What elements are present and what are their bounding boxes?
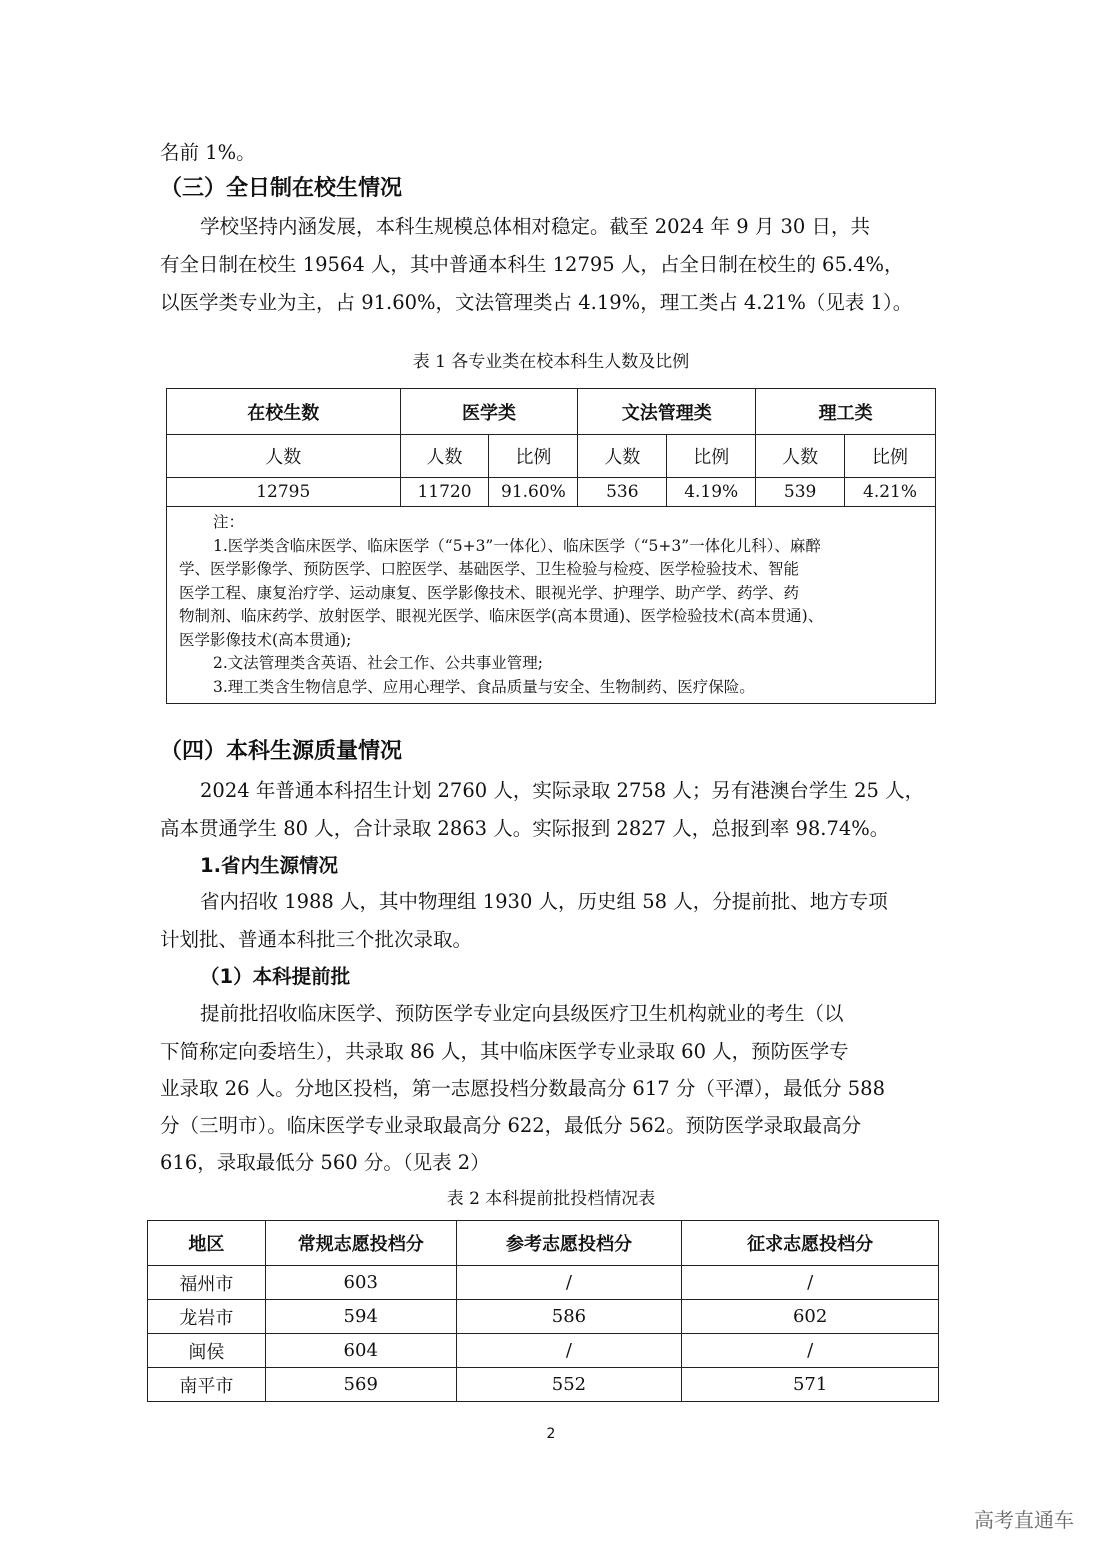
section3-line: 有全日制在校生 19564 人，其中普通本科生 12795 人，占全日制在校生的 65.4%， [160, 253, 904, 276]
section4-heading: （四）本科生源质量情况 [160, 739, 403, 764]
table1-cell: 12795 [167, 478, 401, 507]
table2-cell: / [456, 1334, 682, 1368]
table1-note-line: 注： [213, 513, 245, 531]
table1-subheader: 比例 [489, 435, 578, 478]
table1-header-row [167, 389, 936, 435]
table2-cell: 603 [265, 1266, 456, 1300]
section3-line: 学校坚持内涵发展，本科生规模总体相对稳定。截至 2024 年 9 月 30 日，共 [200, 215, 871, 238]
table2-cell: 552 [456, 1368, 682, 1402]
table2-cell: 569 [265, 1368, 456, 1402]
sub2-line: 下简称定向委培生），共录取 86 人，其中临床医学专业录取 60 人，预防医学专 [160, 1040, 849, 1063]
table2-cell: 604 [265, 1334, 456, 1368]
sub2-line: 616，录取最低分 560 分。（见表 2） [160, 1151, 490, 1174]
table2-cell: 586 [456, 1300, 682, 1334]
table1-cell: 11720 [400, 478, 489, 507]
table1-header: 文法管理类 [578, 389, 756, 435]
table1-subheader: 人数 [167, 435, 401, 478]
table2-caption: 表 2 本科提前批投档情况表 [446, 1189, 656, 1209]
table1-cell: 4.21% [845, 478, 936, 507]
table1-note-line: 学、医学影像学、预防医学、口腔医学、基础医学、卫生检验与检疫、医学检验技术、智能 [179, 560, 800, 578]
section3-heading: （三）全日制在校生情况 [160, 176, 403, 201]
table2-header: 征求志愿投档分 [682, 1221, 939, 1266]
sub2-heading: （1）本科提前批 [200, 965, 351, 988]
table-row [148, 1334, 939, 1368]
intro-tail: 名前 1%。 [160, 141, 256, 164]
table-row [148, 1266, 939, 1300]
table1-subheader: 人数 [578, 435, 667, 478]
table1-header: 理工类 [756, 389, 936, 435]
sub2-line: 业录取 26 人。分地区投档，第一志愿投档分数最高分 617 分（平潭），最低分 588 [160, 1077, 885, 1100]
table1-caption: 表 1 各专业类在校本科生人数及比例 [412, 352, 690, 372]
sub2-line: 分（三明市）。临床医学专业录取最高分 622，最低分 562。预防医学录取最高分 [160, 1114, 862, 1137]
sub1-line: 计划批、普通本科批三个批次录取。 [160, 928, 473, 951]
watermark: 高考直通车 [974, 1508, 1074, 1532]
table1-subheader-row [167, 435, 936, 478]
table1-cell: 539 [756, 478, 845, 507]
table1-notes [167, 507, 936, 704]
table1-header: 在校生数 [167, 389, 401, 435]
table1-header: 医学类 [400, 389, 578, 435]
table1-note-line: 物制剂、临床药学、放射医学、眼视光医学、临床医学(高本贯通)、医学检验技术(高本贯通)、 [179, 607, 824, 625]
table2-cell: 闽侯 [148, 1334, 266, 1368]
table2-cell: 龙岩市 [148, 1300, 266, 1334]
table1-note-row [167, 507, 936, 704]
table1-note-line: 3.理工类含生物信息学、应用心理学、食品质量与安全、生物制药、医疗保险。 [213, 677, 755, 696]
sub1-heading: 1.省内生源情况 [200, 854, 338, 877]
table-row [148, 1300, 939, 1334]
table1-subheader: 人数 [756, 435, 845, 478]
table1-value-row [167, 478, 936, 507]
sub2-line: 提前批招收临床医学、预防医学专业定向县级医疗卫生机构就业的考生（以 [200, 1002, 844, 1025]
table1-note-line: 2.文法管理类含英语、社会工作、公共事业管理; [213, 654, 544, 672]
table2-header-row [148, 1221, 939, 1266]
table1-cell: 536 [578, 478, 667, 507]
table2-cell: / [682, 1334, 939, 1368]
table1-cell: 91.60% [489, 478, 578, 507]
table2-cell: 南平市 [148, 1368, 266, 1402]
table2-cell: 594 [265, 1300, 456, 1334]
sub1-line: 省内招收 1988 人，其中物理组 1930 人，历史组 58 人，分提前批、地方专项 [200, 890, 888, 913]
table2-cell: / [456, 1266, 682, 1300]
table1-subheader: 人数 [400, 435, 489, 478]
table2-header: 常规志愿投档分 [265, 1221, 456, 1266]
table1 [166, 388, 936, 704]
table2-cell: 602 [682, 1300, 939, 1334]
table2-cell: 福州市 [148, 1266, 266, 1300]
table1-note-line: 医学工程、康复治疗学、运动康复、医学影像技术、眼视光学、护理学、助产学、药学、药 [179, 583, 800, 602]
table1-subheader: 比例 [845, 435, 936, 478]
table2-cell: / [682, 1266, 939, 1300]
table2 [147, 1220, 939, 1402]
section3-line: 以医学类专业为主，占 91.60%，文法管理类占 4.19%，理工类占 4.21%（见表 1）。 [160, 291, 913, 314]
page-number: 2 [546, 1426, 556, 1442]
table1-note-line: 1.医学类含临床医学、临床医学（“5+3”一体化）、临床医学（“5+3”一体化儿科）、麻醉 [213, 536, 821, 555]
table1-subheader: 比例 [667, 435, 756, 478]
table1-cell: 4.19% [667, 478, 756, 507]
table-row [148, 1368, 939, 1402]
section4-line: 2024 年普通本科招生计划 2760 人，实际录取 2758 人；另有港澳台学生 25 人， [200, 779, 925, 802]
section4-line: 高本贯通学生 80 人，合计录取 2863 人。实际报到 2827 人，总报到率 98.74%。 [160, 817, 890, 840]
table2-cell: 571 [682, 1368, 939, 1402]
table2-header: 地区 [148, 1221, 266, 1266]
table2-header: 参考志愿投档分 [456, 1221, 682, 1266]
table1-note-line: 医学影像技术(高本贯通); [179, 630, 352, 649]
